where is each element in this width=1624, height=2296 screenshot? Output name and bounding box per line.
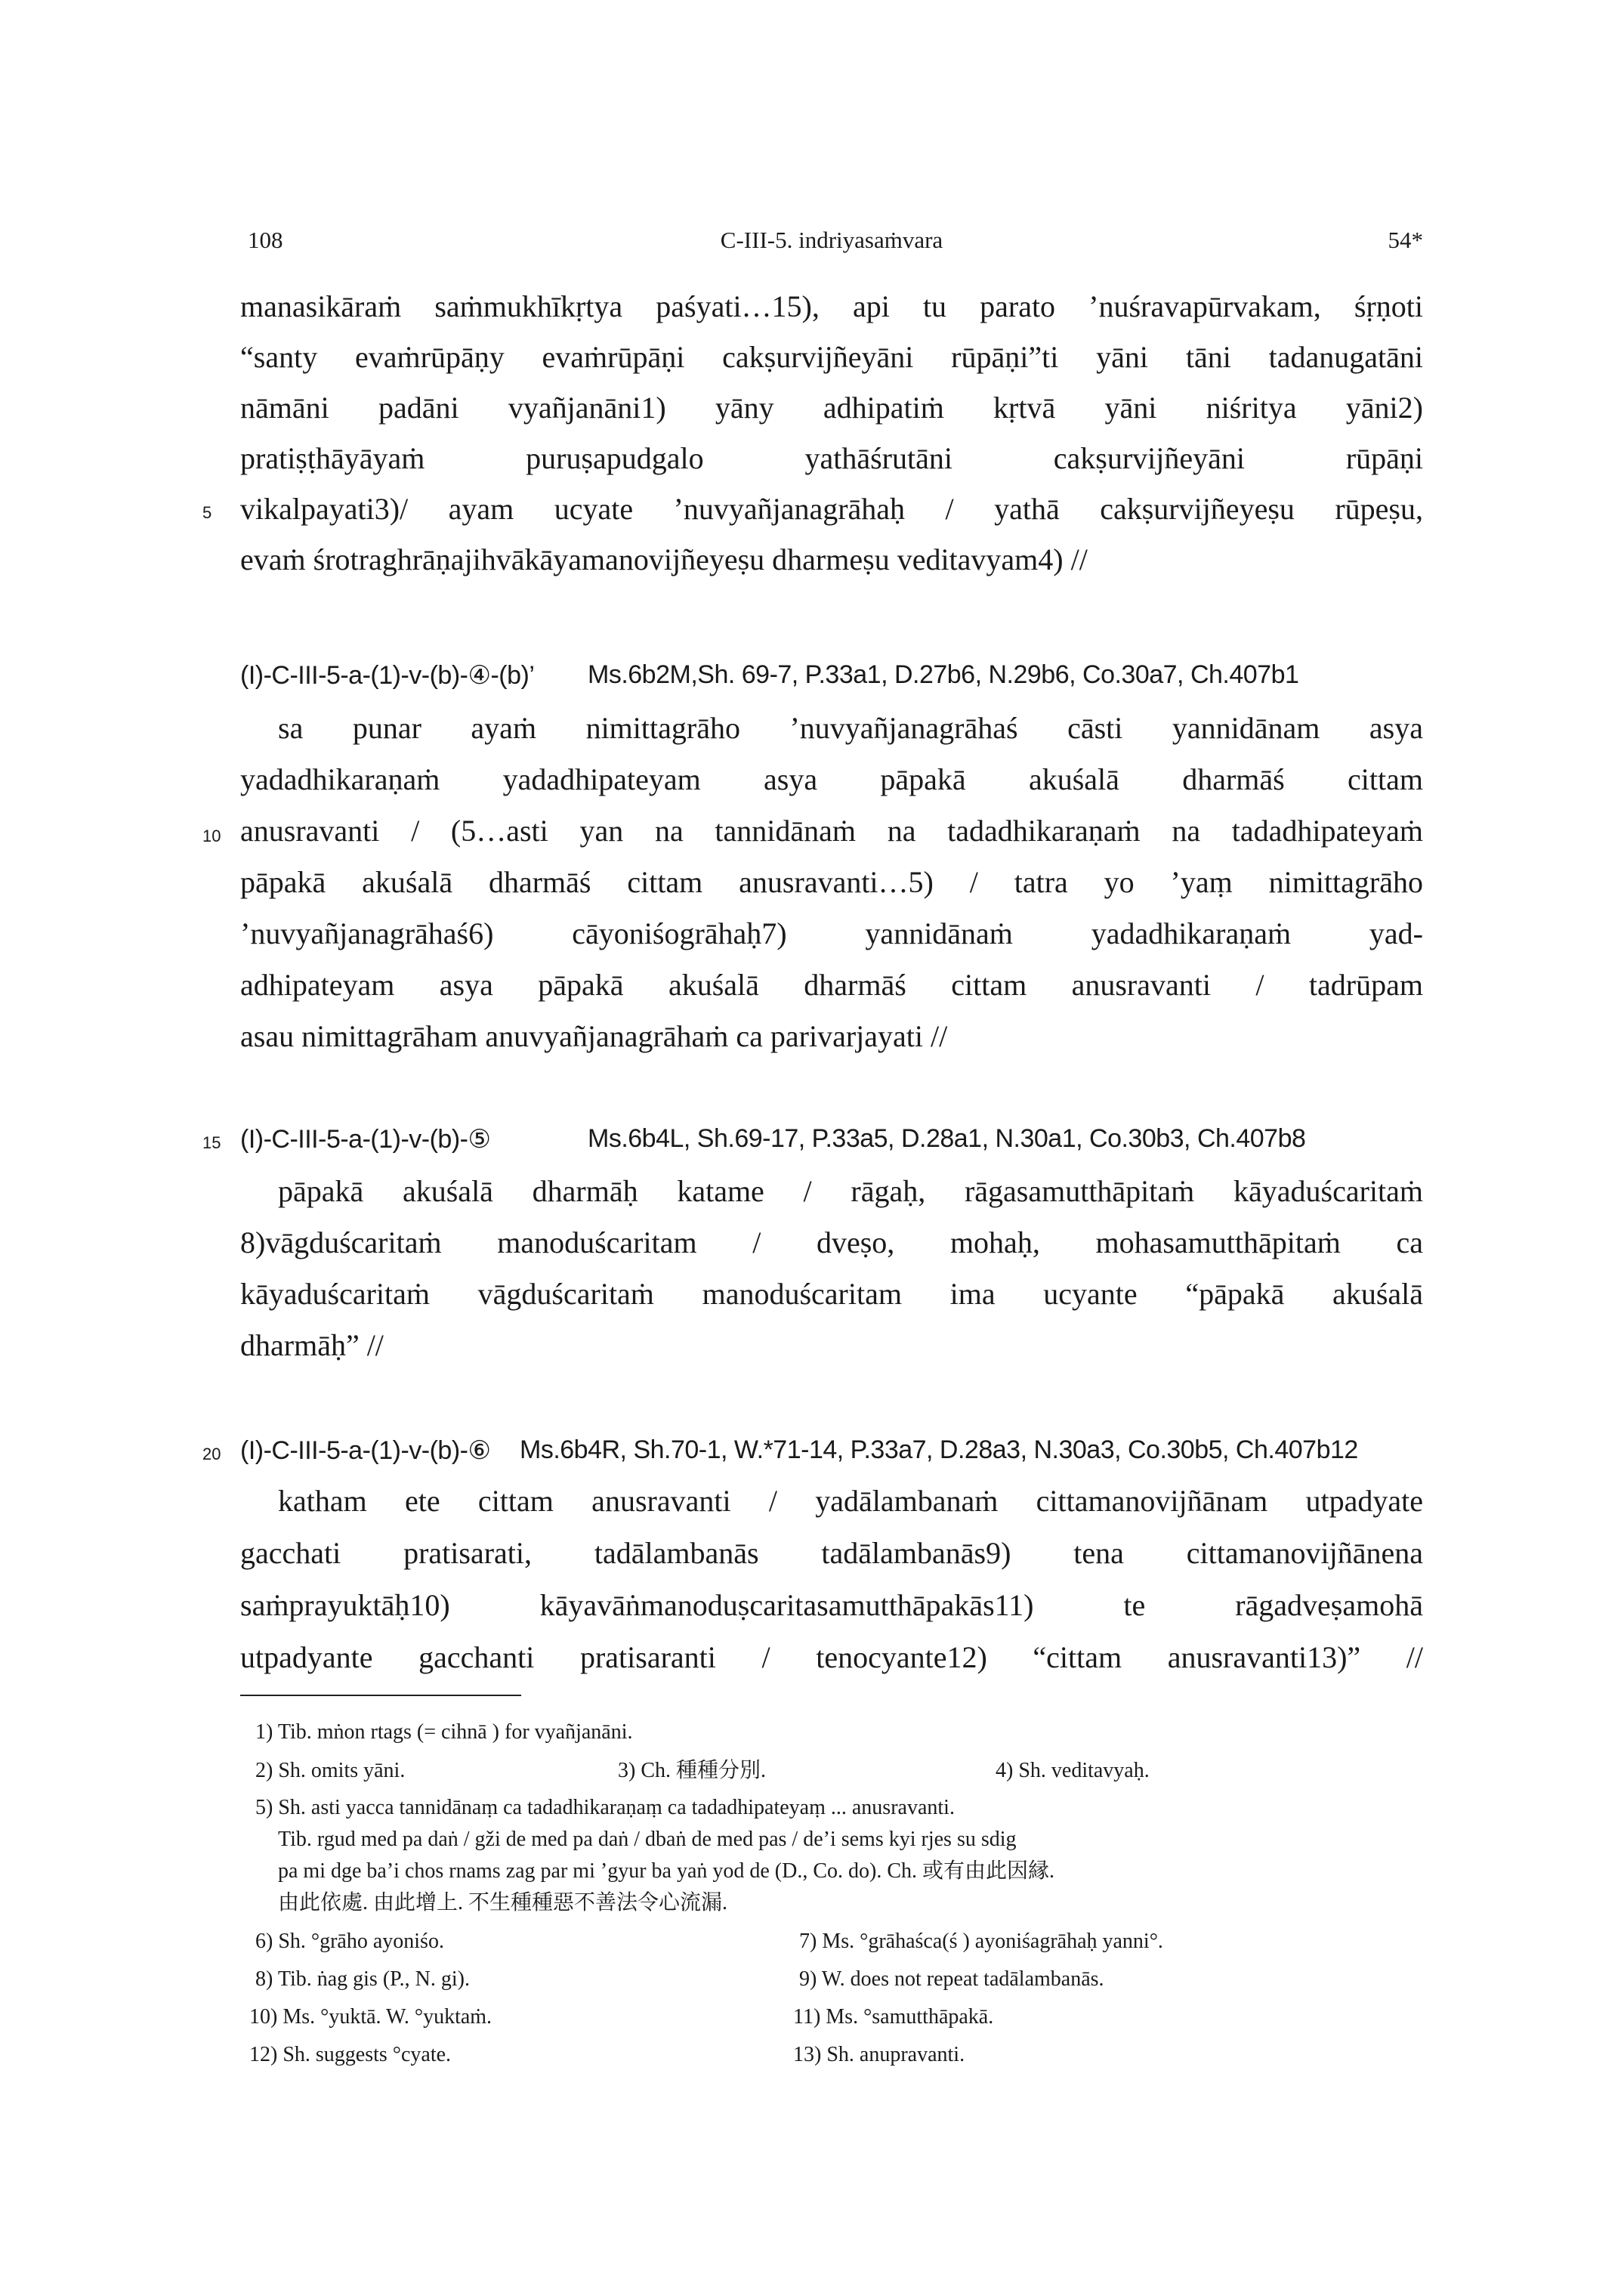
footnote-rule [240,1695,521,1696]
section-locator: (I)-C-III-5-a-(1)-v-(b)-④-(b)’ [240,661,535,690]
text-line: katham ete cittam anusravanti / yadālambanaṁ cittamanovijñānam utpadyate [278,1484,1423,1518]
footnote-continuation: pa mi dge ba’i chos rnams zag par mi ’gyur ba yaṅ yod de (D., Co. do). Ch. 或有由此因縁. [278,1859,1055,1883]
footnote: 13) Sh. anupravanti. [793,2043,965,2066]
text-line: pāpakā akuśalā dharmāḥ katame / rāgaḥ, rāgasamutthāpitaṁ kāyaduścaritaṁ [278,1174,1423,1208]
footnote: 2) Sh. omits yāni. [255,1759,406,1782]
section-sources: Ms.6b4L, Sh.69-17, P.33a5, D.28a1, N.30a1, Co.30b3, Ch.407b8 [588,1124,1306,1153]
section-sources: Ms.6b2M,Sh. 69-7, P.33a1, D.27b6, N.29b6, Co.30a7, Ch.407b1 [588,660,1299,689]
footnote: 6) Sh. °grāho ayoniśo. [255,1930,444,1953]
text-line: adhipateyam asya pāpakā akuśalā dharmāś cittam anusravanti / tadrūpam [240,968,1423,1002]
page-number: 108 [248,227,283,253]
footnote-continuation: 由此依處. 由此增上. 不生種種惡不善法令心流漏. [278,1891,728,1914]
footnote-continuation: Tib. rgud med pa daṅ / gži de med pa daṅ / dbaṅ de med pas / de’i sems kyi rjes su sdig [278,1828,1017,1851]
footnote: 1) Tib. mṅon rtags (= cihnā ) for vyañjanāni. [255,1720,633,1744]
text-line: evaṁ śrotraghrāṇajihvākāyamanovijñeyeṣu dharmeṣu veditavyam4) // [240,542,1088,576]
text-line: gacchati pratisarati, tadālambanās tadālambanās9) tena cittamanovijñānena [240,1536,1423,1570]
text-line: nāmāni padāni vyañjanāni1) yāny adhipatiṁ kṛtvā yāni niśritya yāni2) [240,391,1423,425]
section-locator: (I)-C-III-5-a-(1)-v-(b)-⑥ [240,1436,491,1465]
line-number: 20 [202,1445,221,1463]
text-line: “santy evaṁrūpāṇy evaṁrūpāṇi cakṣurvijñeyāni rūpāṇi”ti yāni tāni tadanugatāni [240,340,1423,374]
text-line: dharmāḥ” // [240,1328,384,1362]
text-line: ’nuvyañjanagrāhaś6) cāyoniśogrāhaḥ7) yannidānaṁ yadadhikaraṇaṁ yad- [240,916,1423,950]
footnote: 9) W. does not repeat tadālambanās. [799,1967,1104,1991]
line-number: 10 [202,827,221,845]
text-line: utpadyante gacchanti pratisaranti / tenocyante12) “cittam anusravanti13)” // [240,1640,1423,1674]
text-line: manasikāraṁ saṁmukhīkṛtya paśyati…15), api tu parato ’nuśravapūrvakam, śṛṇoti [240,289,1423,323]
footnote: 5) Sh. asti yacca tannidānaṃ ca tadadhikaraṇaṃ ca tadadhipateyaṃ ... anusravanti. [255,1796,955,1819]
running-title: C-III-5. indriyasaṁvara [720,227,943,253]
footnote: 11) Ms. °samutthāpakā. [793,2005,994,2029]
footnote: 4) Sh. veditavyaḥ. [996,1759,1150,1782]
text-line: kāyaduścaritaṁ vāgduścaritaṁ manoduścaritam ima ucyante “pāpakā akuśalā [240,1277,1423,1311]
section-sources: Ms.6b4R, Sh.70-1, W.*71-14, P.33a7, D.28a3, N.30a3, Co.30b5, Ch.407b12 [520,1435,1358,1464]
text-line: sa punar ayaṁ nimittagrāho ’nuvyañjanagrāhaś cāsti yannidānam asya [278,711,1423,745]
text-line: vikalpayati3)/ ayam ucyate ’nuvyañjanagrāhaḥ / yathā cakṣurvijñeyeṣu rūpeṣu, [240,492,1423,526]
line-number: 5 [202,503,212,522]
text-line: anusravanti / (5…asti yan na tannidānaṁ na tadadhikaraṇaṁ na tadadhipateyaṁ [240,814,1423,848]
section-locator: (I)-C-III-5-a-(1)-v-(b)-⑤ [240,1125,491,1154]
text-line: saṁprayuktāḥ10) kāyavāṅmanoduṣcaritasamutthāpakās11) te rāgadveṣamohā [240,1588,1423,1622]
text-line: asau nimittagrāham anuvyañjanagrāhaṁ ca parivarjayati // [240,1019,948,1053]
footnote: 7) Ms. °grāhaśca(ś ) ayoniśagrāhaḥ yanni°. [799,1930,1163,1953]
text-line: yadadhikaraṇaṁ yadadhipateyam asya pāpakā akuśalā dharmāś cittam [240,762,1423,796]
text-line: pratiṣṭhāyāyaṁ puruṣapudgalo yathāśrutāni cakṣurvijñeyāni rūpāṇi [240,441,1423,475]
footnote: 12) Sh. suggests °cyate. [249,2043,452,2066]
manuscript-folio-ref: 54* [1388,227,1423,253]
line-number: 15 [202,1133,221,1152]
page-header [240,227,1423,264]
footnote: 3) Ch. 種種分別. [618,1759,767,1782]
footnote: 10) Ms. °yuktā. W. °yuktaṁ. [249,2005,492,2029]
text-line: pāpakā akuśalā dharmāś cittam anusravanti…5) / tatra yo ’yaṃ nimittagrāho [240,865,1423,899]
footnote: 8) Tib. ṅag gis (P., N. gi). [255,1967,470,1991]
text-line: 8)vāgduścaritaṁ manoduścaritam / dveṣo, mohaḥ, mohasamutthāpitaṁ ca [240,1225,1423,1259]
